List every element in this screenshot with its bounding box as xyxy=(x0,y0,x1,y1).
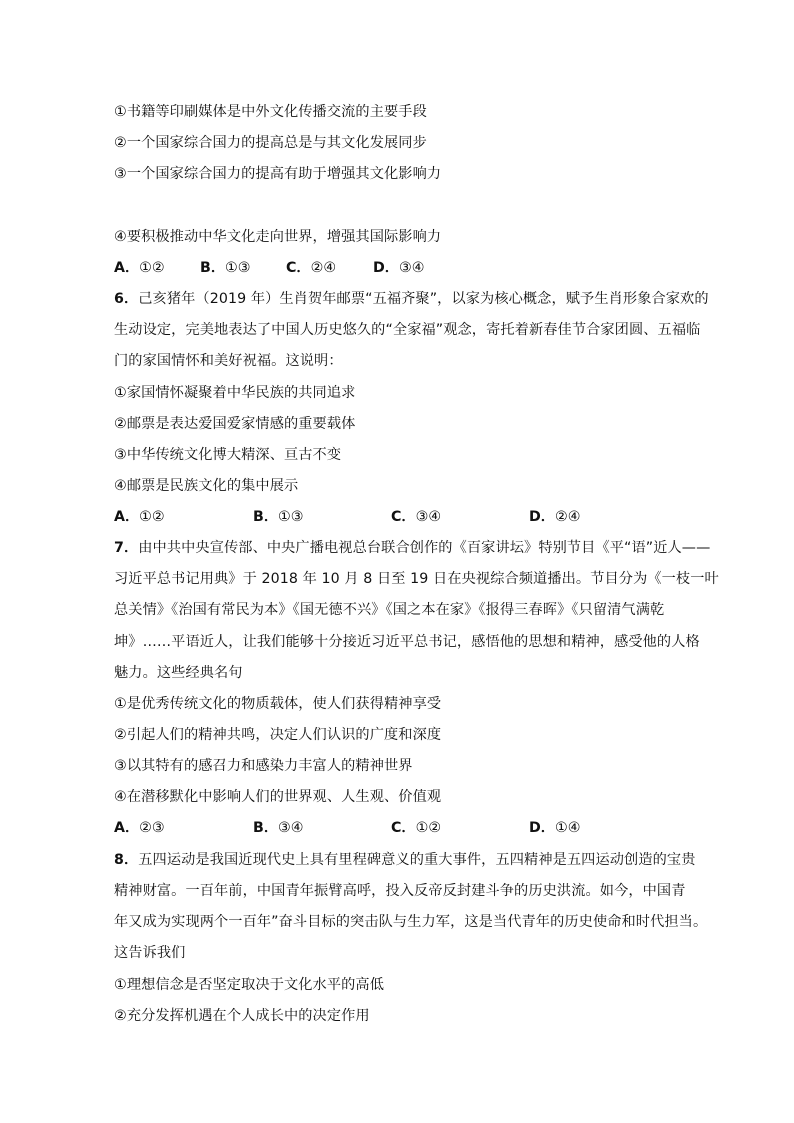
q6-option-3: ③中华传统文化博大精深、亘古不变 xyxy=(114,447,342,463)
q8-stem-line-3: 年又成为实现两个一百年”奋斗目标的突击队与生力军，这是当代青年的历史使命和时代担当。 xyxy=(114,914,708,930)
q5-choices xyxy=(114,259,684,277)
q6-stem-line-2: 生动设定，完美地表达了中国人历史悠久的“全家福”观念，寄托着新春佳节合家团圆、五福临 xyxy=(114,322,701,338)
q7-choice-b: B．③④ xyxy=(253,820,304,836)
q6-choices xyxy=(114,508,684,526)
q6-option-1: ①家国情怀凝聚着中华民族的共同追求 xyxy=(114,385,356,401)
q7-choice-a: A．②③ xyxy=(114,820,165,836)
q7-stem-line-5: 魅力。这些经典名句 xyxy=(114,665,243,681)
q7-stem-line-3: 总关情》《治国有常民为本》《国无德不兴》《国之本在家》《报得三春晖》《只留清气满乾 xyxy=(114,602,665,618)
q6-option-4: ④邮票是民族文化的集中展示 xyxy=(114,478,299,494)
q5-choice-a: A．①② xyxy=(114,260,165,276)
q8-stem-line-2: 精神财富。一百年前，中国青年振臂高呼，投入反帝反封建斗争的历史洪流。如今，中国青 xyxy=(114,883,686,899)
q5-choice-c: C．②④ xyxy=(286,260,337,276)
q7-option-4: ④在潜移默化中影响人们的世界观、人生观、价值观 xyxy=(114,789,442,805)
q7-option-2: ②引起人们的精神共鸣，决定人们认识的广度和深度 xyxy=(114,727,442,743)
q7-stem-line-2: 习近平总书记用典》于 2018 年 10 月 8 日至 19 日在央视综合频道播出。节目分为《一枝一叶 xyxy=(114,571,719,587)
q6-choice-d: D．②④ xyxy=(529,509,581,525)
q6-choice-a: A．①② xyxy=(114,509,165,525)
q5-option-2: ②一个国家综合国力的提高总是与其文化发展同步 xyxy=(114,135,427,151)
q7-option-3: ③以其特有的感召力和感染力丰富人的精神世界 xyxy=(114,758,413,774)
q7-choice-c: C．①② xyxy=(391,820,442,836)
q5-option-4: ④要积极推动中华文化走向世界，增强其国际影响力 xyxy=(114,229,442,245)
q6-option-2: ②邮票是表达爱国爱家情感的重要载体 xyxy=(114,416,356,432)
question-number: 8． xyxy=(114,852,139,868)
q6-stem-line-1: 6．己亥猪年（2019 年）生肖贺年邮票“五福齐聚”，以家为核心概念，赋予生肖形象合家欢的 xyxy=(114,291,709,307)
q7-stem-line-4: 坤》……平语近人，让我们能够十分接近习近平总书记，感悟他的思想和精神，感受他的人格 xyxy=(114,634,700,650)
q7-stem-line-1: 7．由中共中央宣传部、中央广播电视总台联合创作的《百家讲坛》特别节目《平“语”近人—— xyxy=(114,540,711,556)
q5-choice-b: B．①③ xyxy=(200,260,251,276)
q7-choices xyxy=(114,819,684,837)
question-number: 6． xyxy=(114,291,139,307)
q8-stem-line-4: 这告诉我们 xyxy=(114,945,186,961)
q5-option-3: ③一个国家综合国力的提高有助于增强其文化影响力 xyxy=(114,166,442,182)
q8-option-2: ②充分发挥机遇在个人成长中的决定作用 xyxy=(114,1008,370,1024)
q7-option-1: ①是优秀传统文化的物质载体，使人们获得精神享受 xyxy=(114,696,442,712)
q6-stem-line-3: 门的家国情怀和美好祝福。这说明： xyxy=(114,353,343,369)
q8-option-1: ①理想信念是否坚定取决于文化水平的高低 xyxy=(114,977,384,993)
q6-choice-c: C．③④ xyxy=(391,509,442,525)
q7-choice-d: D．①④ xyxy=(529,820,581,836)
q5-option-1: ①书籍等印刷媒体是中外文化传播交流的主要手段 xyxy=(114,104,427,120)
q5-choice-d: D．③④ xyxy=(373,260,425,276)
q6-choice-b: B．①③ xyxy=(253,509,304,525)
q8-stem-line-1: 8．五四运动是我国近现代史上具有里程碑意义的重大事件，五四精神是五四运动创造的宝贵 xyxy=(114,852,696,868)
question-number: 7． xyxy=(114,540,139,556)
